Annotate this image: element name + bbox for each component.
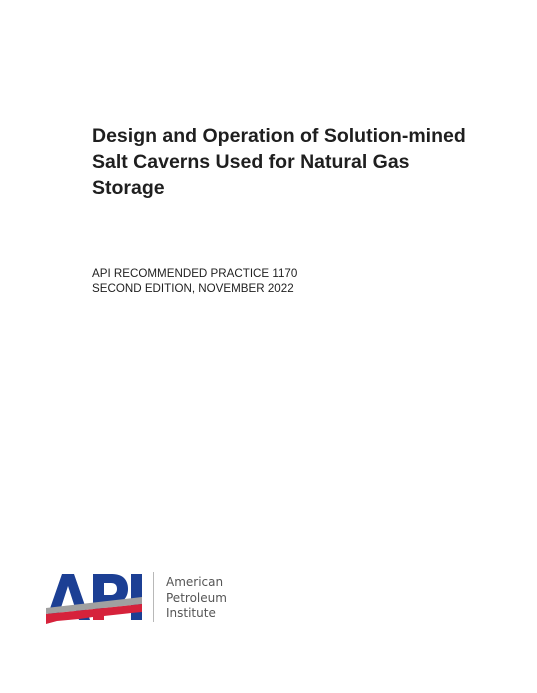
publisher-name-line-3: Institute	[166, 606, 216, 620]
publisher-name-line-1: American	[166, 575, 224, 589]
title-line-2: Salt Caverns Used for Natural Gas	[92, 151, 410, 173]
title-line-1: Design and Operation of Solution-mined	[92, 125, 466, 147]
title-line-3: Storage	[92, 177, 165, 199]
publisher-name-line-2: Petroleum	[166, 590, 227, 605]
document-designation: API RECOMMENDED PRACTICE 1170	[92, 267, 298, 280]
document-title	[92, 123, 512, 201]
document-designation-block	[92, 266, 297, 296]
publisher-name	[166, 575, 227, 622]
logo-divider	[153, 572, 154, 622]
api-logo-icon	[46, 572, 146, 624]
document-edition: SECOND EDITION, NOVEMBER 2022	[92, 282, 294, 295]
